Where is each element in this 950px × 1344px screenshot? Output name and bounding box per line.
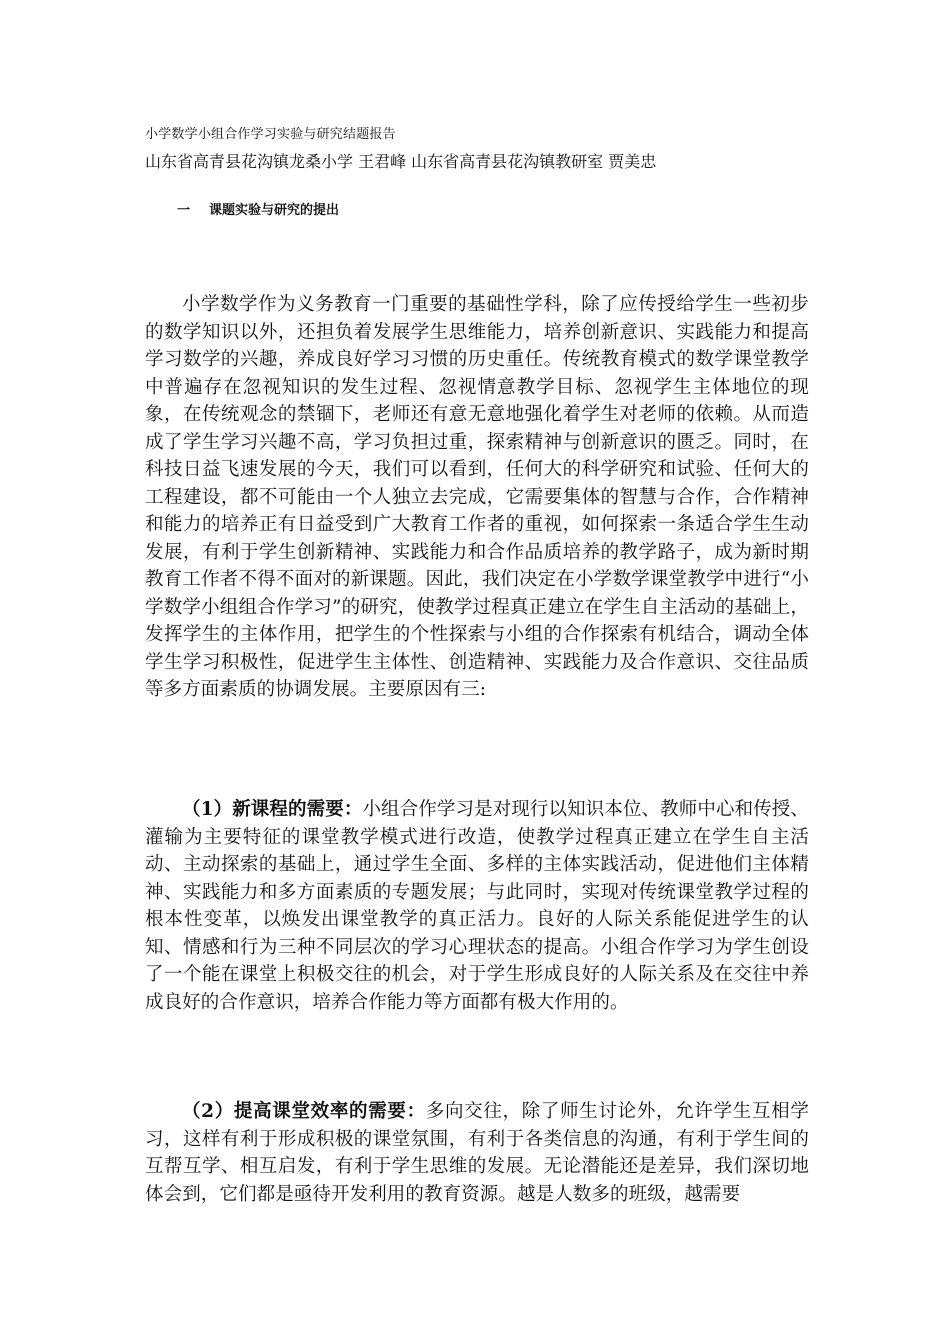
reason-2-paragraph [145,1098,809,1208]
section-number: 一 [177,203,191,218]
intro-paragraph: 小学数学作为义务教育一门重要的基础性学科，除了应传授给学生一些初步的数学知识以外，还担负着发展学生思维能力，培养创新意识、实践能力和提高学习数学的兴趣，养成良好学习习惯的历史重任。传统教育模式的数学课堂教学中普遍存在忽视知识的发生过程、忽视情意教学目标、忽视学生主体地位的现象，在传统观念的禁锢下，老师还有意无意地强化着学生对老师的依赖。从而造成了学生学习兴趣不高，学习负担过重，探索精神与创新意识的匮乏。同时，在科技日益飞速发展的今天，我们可以看到，任何大的科学研究和试验、任何大的工程建设，都不可能由一个人独立去完成，它需要集体的智慧与合作，合作精神和能力的培养正有日益受到广大教育工作者的重视，如何探索一条适合学生生动发展，有利于学生创新精神、实践能力和合作品质培养的教学路子，成为新时期教育工作者不得不面对的新课题。因此，我们决定在小学数学课堂教学中进行“小学数学小组组合作学习”的研究，使教学过程真正建立在学生自主活动的基础上，发挥学生的主体作用，把学生的个性探索与小组的合作探索有机结合，调动全体学生学习积极性，促进学生主体性、创造精神、实践能力及合作意识、交往品质等多方面素质的协调发展。主要原因有三: [145,294,809,700]
author-line: 山东省高青县花沟镇龙桑小学 王君峰 山东省高青县花沟镇教研室 贾美忠 [145,152,657,171]
reason-2-lead: （2）提高课堂效率的需要： [182,1101,426,1122]
reason-1-text: 小组合作学习是对现行以知识本位、教师中心和传授、灌输为主要特征的课堂教学模式进行改造，使教学过程真正建立在学生自主活动、主动探索的基础上，通过学生全面、多样的主体实践活动，促进他们主体精神、实践能力和多方面素质的专题发展；与此同时，实现对传统课堂教学过程的根本性变革，以焕发出课堂教学的真正活力。良好的人际关系能促进学生的认知、情感和行为三种不同层次的学习心理状态的提高。小组合作学习为学生创设了一个能在课堂上积极交往的机会，对于学生形成良好的人际关系及在交往中养成良好的合作意识，培养合作能力等方面都有极大作用的。 [145,799,810,1013]
reason-2-text: 多向交往，除了师生讨论外，允许学生互相学习，这样有利于形成积极的课堂氛围，有利于各类信息的沟通，有利于学生间的互帮互学、相互启发，有利于学生思维的发展。无论潜能还是差异，我们深切地体会到，它们都是亟待开发利用的教育资源。越是人数多的班级，越需要 [145,1101,809,1205]
section-heading [177,202,339,220]
reason-1-lead: （1）新课程的需要： [182,799,363,820]
section-title: 课题实验与研究的提出 [209,203,340,218]
document-title: 小学数学小组合作学习实验与研究结题报告 [145,127,396,142]
reason-1-paragraph [145,796,809,1016]
